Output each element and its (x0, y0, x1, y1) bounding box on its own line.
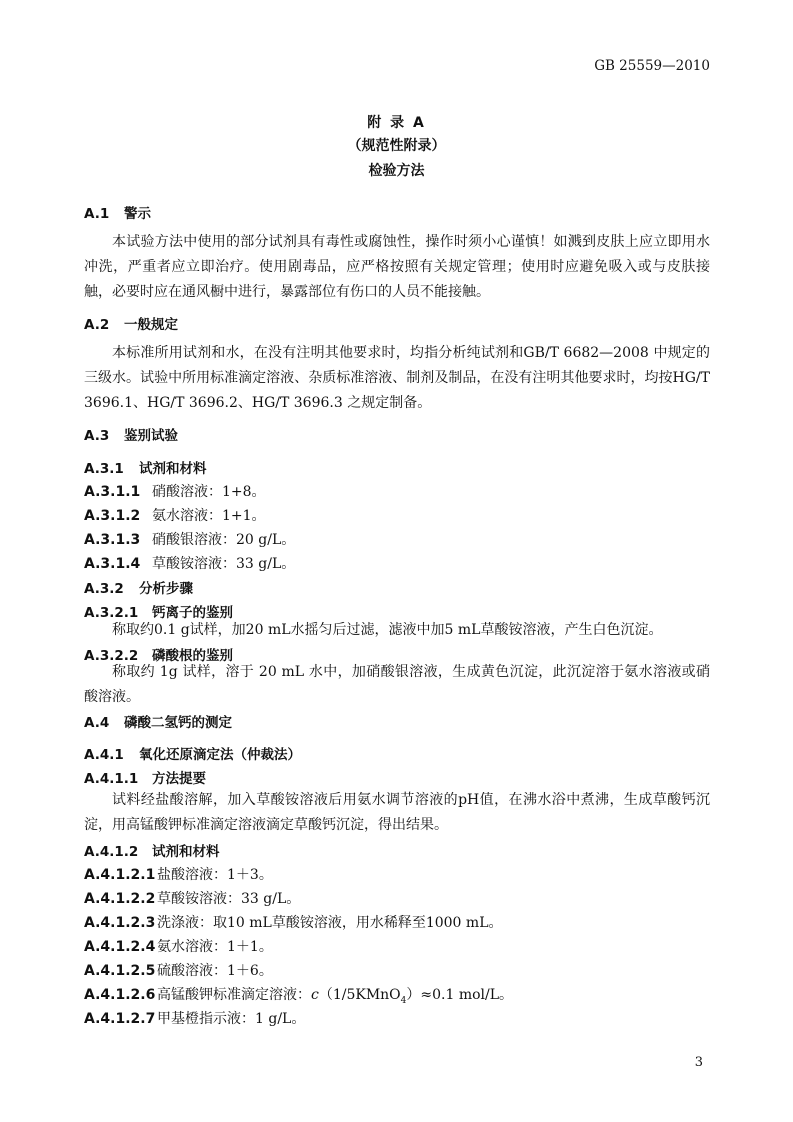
section-title: 试剂和材料 (152, 844, 220, 860)
section-a412-heading (84, 840, 220, 860)
section-a1-paragraph: 本试验方法中使用的部分试剂具有毒性或腐蚀性，操作时须小心谨慎！如溅到皮肤上应立即用水冲洗，严重者应立即治疗。使用剧毒品，应严格按照有关规定管理；使用时应避免吸入或与皮肤接触，必要时应在通风橱中进行，暴露部位有伤口的人员不能接触。 (84, 234, 710, 300)
section-title: 一般规定 (124, 317, 178, 333)
item-number: A.4.1.2.5 (84, 963, 156, 979)
item-text: 硝酸溶液：1+8。 (152, 484, 266, 500)
list-item (84, 888, 300, 908)
section-a2-heading (84, 313, 178, 333)
section-a321-paragraph: 称取约0.1 g试样，加20 mL水摇匀后过滤，滤液中加5 mL草酸铵溶液，产生白色沉淀。 (112, 622, 663, 638)
section-title: 氧化还原滴定法（仲裁法） (139, 747, 301, 763)
list-item (84, 529, 295, 549)
item-text: 甲基橙指示液：1 g/L。 (157, 1011, 306, 1027)
formula-part: （1/5KMnO (318, 987, 401, 1003)
section-number: A.4.1 (84, 747, 124, 763)
item-text: 氨水溶液：1＋1。 (157, 939, 273, 955)
section-number: A.3.2 (84, 581, 124, 597)
section-number: A.2 (84, 317, 110, 333)
item-text: 硝酸银溶液：20 g/L。 (152, 532, 296, 548)
formula-subscript: 4 (400, 995, 407, 1006)
section-title: 磷酸二氢钙的测定 (124, 715, 232, 731)
section-title: 警示 (124, 206, 151, 222)
item-number: A.4.1.2.6 (84, 987, 156, 1003)
list-item (84, 936, 273, 956)
section-a3-heading (84, 424, 178, 444)
appendix-title: 附 录 A (367, 115, 426, 131)
section-a1-heading (84, 202, 151, 222)
section-a322-paragraph: 称取约 1g 试样，溶于 20 mL 水中，加硝酸银溶液，生成黄色沉淀，此沉淀溶于氨水溶液或硝酸溶液。 (84, 664, 710, 705)
section-number: A.1 (84, 206, 110, 222)
section-title: 分析步骤 (139, 581, 193, 597)
appendix-name: 检验方法 (368, 163, 425, 179)
list-item (84, 960, 273, 980)
section-number: A.3 (84, 428, 110, 444)
section-number: A.3.2.1 (84, 605, 139, 621)
item-number: A.4.1.2.1 (84, 867, 156, 883)
item-number: A.4.1.2.2 (84, 891, 156, 907)
section-a411-paragraph: 试料经盐酸溶解，加入草酸铵溶液后用氨水调节溶液的pH值，在沸水浴中煮沸，生成草酸钙沉淀，用高锰酸钾标准滴定溶液滴定草酸钙沉淀，得出结果。 (84, 792, 710, 833)
item-text: 氨水溶液：1+1。 (152, 508, 266, 524)
page-number: 3 (694, 1055, 703, 1070)
list-item (84, 481, 266, 501)
item-number: A.3.1.3 (84, 532, 141, 548)
section-a32-heading (84, 577, 193, 597)
list-item (84, 1008, 305, 1028)
section-title: 磷酸根的鉴别 (152, 648, 233, 664)
item-number: A.3.1.2 (84, 508, 141, 524)
section-number: A.4 (84, 715, 110, 731)
section-a31-heading (84, 457, 207, 477)
item-text: 草酸铵溶液：33 g/L。 (152, 556, 296, 572)
section-a4-heading (84, 711, 232, 731)
list-item (84, 864, 273, 884)
appendix-subtitle: （规范性附录） (347, 138, 446, 154)
section-number: A.3.2.2 (84, 648, 139, 664)
item-number: A.3.1.4 (84, 556, 141, 572)
section-title: 试剂和材料 (139, 461, 207, 477)
item-text: 高锰酸钾标准滴定溶液： (157, 987, 311, 1003)
item-number: A.4.1.2.4 (84, 939, 156, 955)
section-number: A.4.1.2 (84, 844, 139, 860)
section-a411-heading (84, 767, 206, 787)
standard-code: GB 25559—2010 (594, 58, 710, 74)
section-a2-paragraph: 本标准所用试剂和水，在没有注明其他要求时，均指分析纯试剂和GB/T 6682—2008 中规定的三级水。试验中所用标准滴定溶液、杂质标准溶液、制剂及制品，在没有注明其他要求时，均按HG/T 3696.1、HG/T 3696.2、HG/T 3696.3 之规定制备。 (84, 345, 710, 411)
list-item (84, 912, 503, 932)
section-number: A.4.1.1 (84, 771, 139, 787)
section-title: 鉴别试验 (124, 428, 178, 444)
list-item (84, 553, 295, 573)
concentration-variable: c (311, 987, 319, 1003)
section-a41-heading (84, 743, 301, 763)
formula-tail: ）≈0.1 mol/L。 (406, 987, 514, 1003)
section-title: 方法提要 (152, 771, 206, 787)
section-title: 钙离子的鉴别 (152, 605, 233, 621)
item-text: 草酸铵溶液：33 g/L。 (157, 891, 301, 907)
section-number: A.3.1 (84, 461, 124, 477)
item-number: A.4.1.2.7 (84, 1011, 156, 1027)
item-text: 洗涤液：取10 mL草酸铵溶液，用水稀释至1000 mL。 (157, 915, 503, 931)
item-text: 盐酸溶液：1＋3。 (157, 867, 273, 883)
item-number: A.3.1.1 (84, 484, 141, 500)
item-number: A.4.1.2.3 (84, 915, 156, 931)
item-text: 硫酸溶液：1＋6。 (157, 963, 273, 979)
list-item (84, 505, 266, 525)
list-item (84, 984, 513, 1006)
